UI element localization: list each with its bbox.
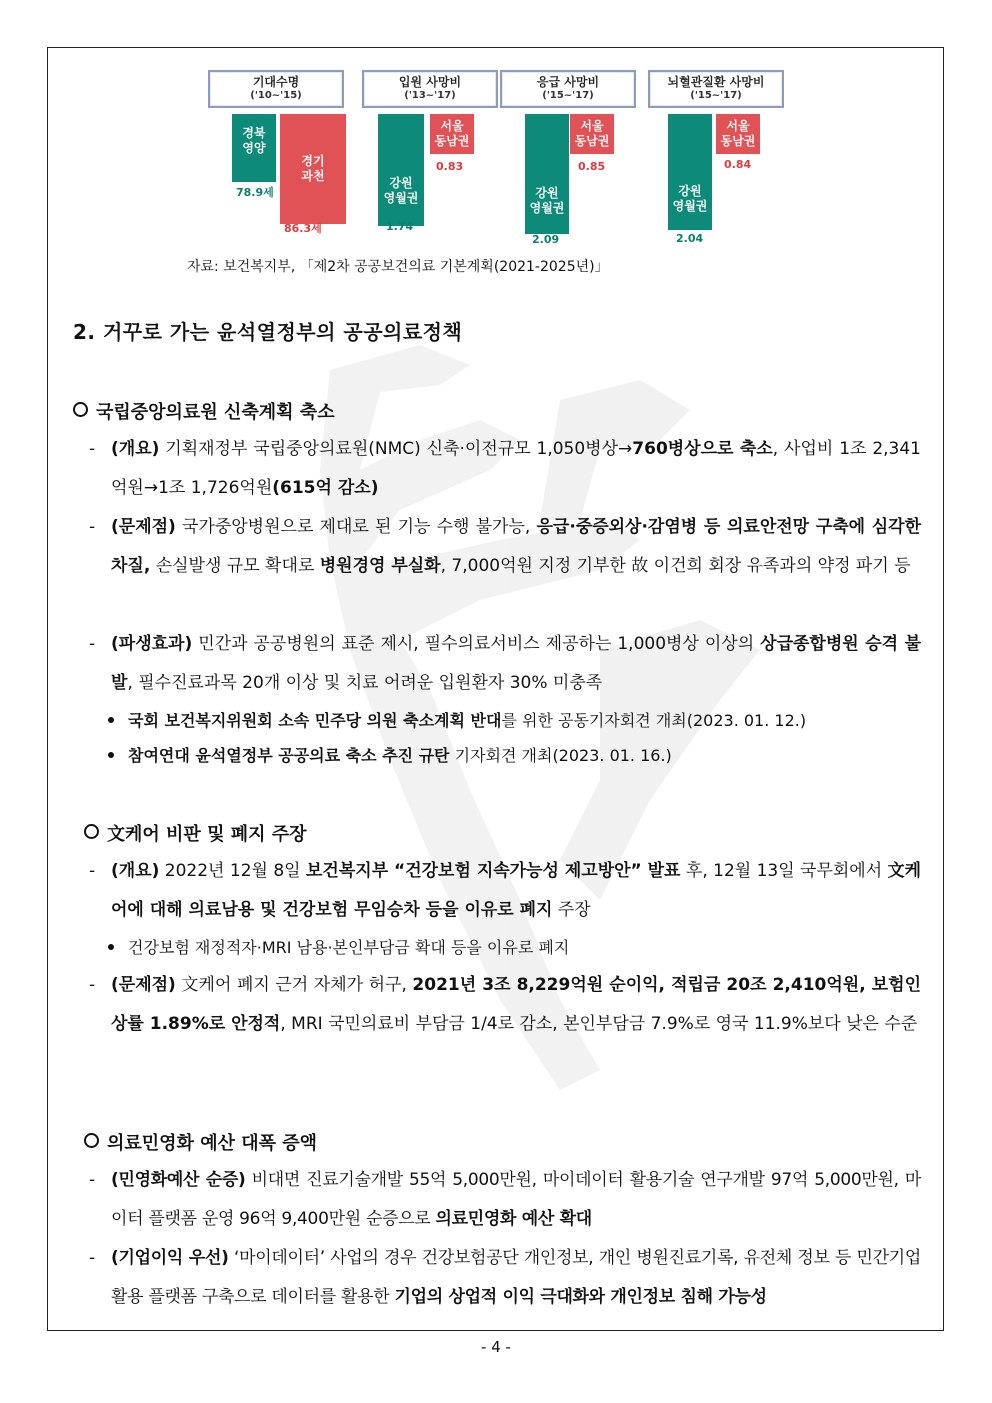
bar-low-value: 78.9세 bbox=[236, 186, 274, 199]
dash-bullet: - bbox=[89, 439, 96, 459]
section-title-nmc bbox=[73, 398, 335, 424]
chart-group-title: 응급 사망비 bbox=[536, 75, 600, 89]
item-body: (파생효과) 민간과 공공병원의 표준 제시, 필수의료서비스 제공하는 1,000병상 이상의 상급종합병원 승격 불발, 필수진료과목 20개 이상 및 치료 어려운 입원환자 30% 미충족 bbox=[111, 634, 921, 693]
dash-bullet: - bbox=[89, 517, 96, 537]
chart-group-header bbox=[648, 70, 784, 108]
chart-group-range: ('10~'15) bbox=[250, 90, 302, 101]
list-item bbox=[89, 1239, 921, 1317]
item-label: (민영화예산 순증) bbox=[111, 1170, 246, 1190]
circle-bullet-icon bbox=[84, 824, 99, 839]
section-title-text: 文케어 비판 및 폐지 주장 bbox=[107, 824, 307, 845]
bar-high-value: 2.04 bbox=[676, 232, 704, 245]
bar-high bbox=[525, 114, 569, 234]
dot-bullet-icon bbox=[108, 752, 114, 758]
bar-low-label: 서울 동남권 bbox=[574, 119, 610, 148]
dash-bullet: - bbox=[89, 1170, 95, 1190]
bar-low-value: 0.85 bbox=[578, 160, 606, 173]
page-number: - 4 - bbox=[481, 1338, 511, 1356]
dot-bullet-icon bbox=[108, 717, 114, 723]
sub-bullet: 국회 보건복지위원회 소속 민주당 의원 축소계획 반대를 위한 공동기자회견 개최(2023. 01. 12.) bbox=[108, 711, 923, 731]
section-title-text: 국립중앙의료원 신축계획 축소 bbox=[96, 402, 335, 423]
bar-low-label: 서울 동남권 bbox=[434, 119, 470, 148]
bar-high-label: 강원 영월권 bbox=[672, 184, 708, 213]
item-body: (민영화예산 순증) 비대면 진료기술개발 55억 5,000만원, 마이데이터 활용기술 연구개발 97억 5,000만원, 마이터 플랫폼 운영 96억 9,400만원 순증으로 의료민영화 예산 확대 bbox=[111, 1170, 921, 1229]
item-body: (문제점) 文케어 폐지 근거 자체가 허구, 2021년 3조 8,229억원 순이익, 적립금 20조 2,410억원, 보험인상률 1.89%로 안정적, MRI 국민의료비 부담금 1/4로 감소, 본인부담금 7.9%로 영국 11.9%보다 낮은 수준 bbox=[111, 975, 921, 1034]
section-heading: 2. 거꾸로 가는 윤석열정부의 공공의료정책 bbox=[73, 320, 463, 344]
item-body: (문제점) 국가중앙병원으로 제대로 된 기능 수행 불가능, 응급·중증외상·감염병 등 의료안전망 구축에 심각한 차질, 손실발생 규모 확대로 병원경영 부실화, 7,000억원 지정 기부한 故 이건희 회장 유족과의 약정 파기 등 bbox=[111, 517, 922, 576]
section-title-text: 의료민영화 예산 대폭 증액 bbox=[107, 1133, 318, 1154]
chart-group-range: ('15~'17) bbox=[690, 90, 742, 101]
circle-bullet-icon bbox=[84, 1133, 99, 1148]
bar-high-label: 강원 영월권 bbox=[529, 186, 565, 215]
bar-high-label: 강원 영월권 bbox=[383, 176, 419, 205]
chart-group-header bbox=[500, 70, 636, 108]
chart-group-title: 입원 사망비 bbox=[398, 75, 462, 89]
chart-group-header bbox=[362, 70, 498, 108]
bar-low bbox=[232, 114, 276, 182]
list-item bbox=[89, 852, 921, 930]
bar-high-value: 86.3세 bbox=[284, 222, 322, 235]
dash-bullet: - bbox=[89, 1248, 95, 1268]
bar-low-value: 0.83 bbox=[436, 160, 464, 173]
chart-group-title: 기대수명 bbox=[252, 75, 300, 89]
chart-group-header bbox=[208, 70, 344, 108]
bar-low-label: 경북 영양 bbox=[242, 126, 266, 155]
list-item bbox=[89, 1161, 921, 1239]
item-label: (기업이익 우선) bbox=[111, 1248, 229, 1268]
dash-bullet: - bbox=[89, 975, 96, 995]
bar-low-value: 0.84 bbox=[724, 158, 752, 171]
section-title-mooncare bbox=[84, 820, 307, 846]
chart-group-cerebrovascular-mortality bbox=[648, 70, 788, 250]
bar-high bbox=[378, 114, 424, 226]
bar-low bbox=[430, 114, 474, 154]
bar-low bbox=[716, 114, 760, 154]
item-label: (개요) bbox=[111, 439, 160, 459]
chart-group-life-expectancy bbox=[208, 70, 348, 240]
chart-source: 자료: 보건복지부, 「제2차 공공보건의료 기본계획(2021-2025년)」 bbox=[187, 259, 609, 275]
section-title-privatization bbox=[84, 1129, 317, 1155]
item-label: (파생효과) bbox=[111, 634, 193, 654]
bar-high-label: 경기 과천 bbox=[301, 154, 325, 183]
bar-high bbox=[280, 114, 346, 224]
list-item bbox=[89, 966, 921, 1044]
sub-bullet: 건강보험 재정적자·MRI 남용·본인부담금 확대 등을 이유로 폐지 bbox=[108, 938, 923, 958]
item-body: (개요) 기획재정부 국립중앙의료원(NMC) 신축·이전규모 1,050병상→760병상으로 축소, 사업비 1조 2,341억원→1조 1,726억원(615억 감소) bbox=[111, 439, 921, 498]
bar-high bbox=[668, 114, 712, 230]
dash-bullet: - bbox=[89, 861, 96, 881]
item-body: (개요) 2022년 12월 8일 보건복지부 “건강보험 지속가능성 제고방안” 발표 후, 12월 13일 국무회에서 文케어에 대해 의료남용 및 건강보험 무임승차 등을 이유로 폐지 주장 bbox=[111, 861, 922, 920]
chart-group-range: ('13~'17) bbox=[404, 90, 456, 101]
circle-bullet-icon bbox=[73, 402, 88, 417]
sub-bullet: 참여연대 윤석열정부 공공의료 축소 추진 규탄 기자회견 개최(2023. 01. 16.) bbox=[108, 746, 923, 766]
bar-low bbox=[570, 114, 614, 154]
item-label: (개요) bbox=[111, 861, 160, 881]
dot-bullet-icon bbox=[108, 944, 114, 950]
chart-group-title: 뇌혈관질환 사망비 bbox=[667, 75, 765, 89]
list-item bbox=[89, 625, 921, 703]
item-label: (문제점) bbox=[111, 517, 176, 537]
list-item bbox=[89, 430, 921, 508]
chart-group-emergency-mortality bbox=[500, 70, 640, 250]
bar-low-label: 서울 동남권 bbox=[720, 119, 756, 148]
item-body: (기업이익 우선) ‘마이데이터’ 사업의 경우 건강보험공단 개인정보, 개인 병원진료기록, 유전체 정보 등 민간기업 활용 플랫폼 구축으로 데이터를 활용한 기업의 상업적 이익 극대화와 개인정보 침해 가능성 bbox=[111, 1248, 921, 1307]
item-label: (문제점) bbox=[111, 975, 176, 995]
bar-high-value: 1.74 bbox=[386, 220, 414, 233]
chart-group-inpatient-mortality bbox=[362, 70, 502, 240]
list-item bbox=[89, 508, 921, 586]
bar-high-value: 2.09 bbox=[532, 233, 560, 246]
chart-group-range: ('15~'17) bbox=[542, 90, 594, 101]
dash-bullet: - bbox=[89, 634, 96, 654]
